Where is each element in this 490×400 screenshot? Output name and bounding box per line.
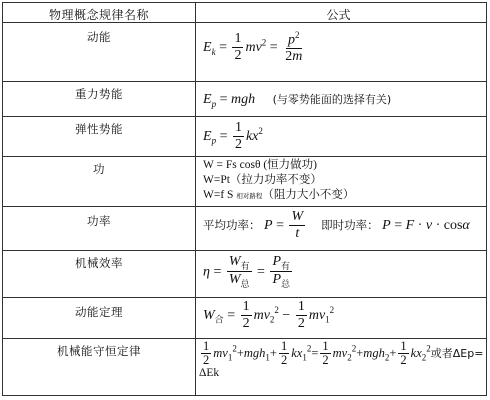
table-row-work — [3, 157, 486, 207]
work-line-2: W=Pt（拉力功率不变） — [203, 174, 322, 186]
work-formulas — [203, 158, 482, 204]
power-formula: 平均功率： P = $\frac{W}{t}$ 即时功率： P = F · v · cosα — [203, 209, 470, 241]
row-name: 动能 — [87, 30, 111, 44]
gravitational-pe-formula: $E_p$ = mgh (与零势能面的选择有关) — [203, 92, 392, 109]
table-row-power — [3, 207, 486, 251]
table-row-work-energy-theorem — [3, 298, 486, 339]
header-name-column: 物理概念规律名称 — [48, 8, 149, 22]
elastic-pe-formula: $E_p$ = $\frac{1}{2}$ $kx^2$ — [203, 120, 263, 152]
table-row-elastic-pe — [3, 117, 486, 157]
row-name: 重力势能 — [75, 87, 123, 101]
table-row-gravitational-pe — [3, 82, 486, 117]
table-row-mechanical-energy-conservation — [3, 339, 486, 395]
header-formula-column: 公式 — [326, 8, 351, 22]
row-name: 机械效率 — [75, 256, 123, 270]
work-line-1: W = Fs cosθ (恒力做功) — [203, 159, 317, 171]
row-name: 机械能守恒定律 — [57, 344, 141, 358]
conservation-formula: $\frac{1}{2}$ $mv_1^2+mgh_1+$ $\frac{1}{2}$ $kx_1^2=$ $\frac{1}{2}$ $mv_2^2+mgh_2+$ $\frac{1}{2}$ $kx_2^2$或者ΔEp= ΔEk — [199, 339, 484, 379]
efficiency-formula: η = $\frac{W_有}{W_总}$ = $\frac{P_有}{P_总}$ — [203, 254, 291, 290]
pe-note: (与零势能面的选择有关) — [272, 93, 392, 106]
formula-table — [2, 2, 487, 396]
work-energy-formula: $W_合$ = $\frac{1}{2}$ $mv_2^2$ − $\frac{1}{2}$ $mv_1^2$ — [203, 299, 335, 331]
table-row-kinetic-energy — [3, 23, 486, 82]
inst-power-label: 即时功率： — [321, 217, 379, 232]
avg-power-label: 平均功率： — [203, 217, 261, 232]
conservation-tail-2: ΔEk — [199, 366, 220, 379]
row-name: 弹性势能 — [75, 122, 123, 136]
work-line-3: W=f S 相对路程（阻力大小不变） — [203, 189, 355, 201]
kinetic-energy-formula: $E_k$ = $\frac{1}{2}$ $mv^2$ = $\frac{p^2}{2m}$ — [203, 30, 303, 65]
row-name: 功 — [93, 162, 105, 176]
conservation-tail: 或者ΔEp= — [430, 346, 484, 360]
table-row-efficiency — [3, 251, 486, 298]
row-name: 动能定理 — [75, 305, 123, 319]
table-header-row — [3, 3, 486, 23]
row-name: 功率 — [87, 214, 111, 228]
